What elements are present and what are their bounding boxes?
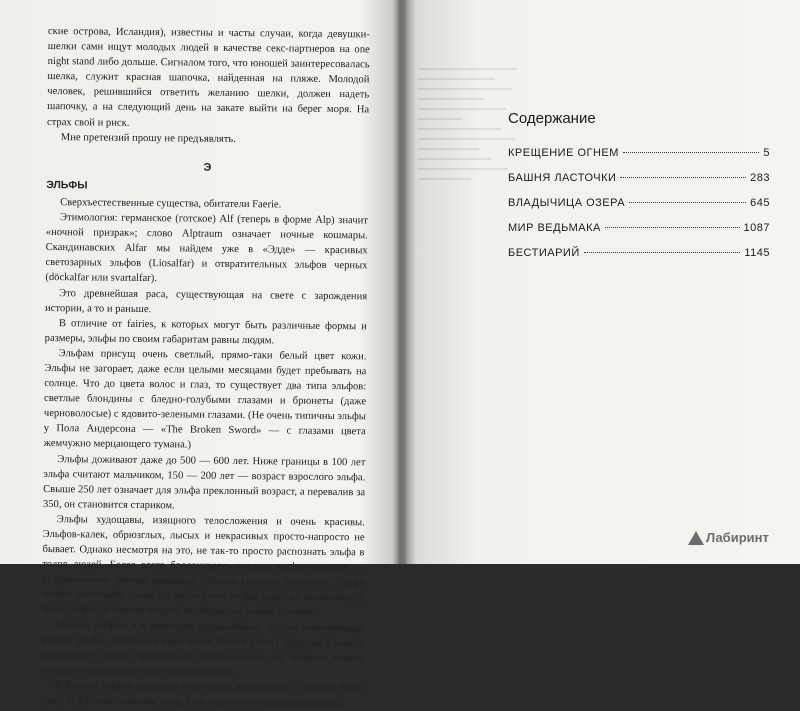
toc-entry-title: БЕСТИАРИЙ (508, 247, 580, 259)
paragraph: Этимология: германское (готское) Alf (теперь в форме Alp) значит «ночной призрак»; слово Alptraum означает ночные кошмары. Скандинавских Alfar мы найдем уже в «Эдде» — красивых светозарных эльфов (Liosalfar) и отвратительных эльфов черных (döckalfar или svartalfar). (45, 212, 369, 285)
toc-leader-dots (629, 202, 746, 203)
paragraph: В Валлии эльфов называют tylwyth teg, в Ирландии — Daoine Sidhe (ши). В фэнтези названия эльф, fairy и ши часто взаимозаменяемы. (40, 680, 364, 710)
toc-entry-title: БАШНЯ ЛАСТОЧКИ (508, 172, 617, 184)
paragraph: Эльфы доживают даже до 500 — 600 лет. Ниже границы в 100 лет эльфа считают мальчиком, 150 — 200 лет — возраст взрослого эльфа. Свыше 250 лет означает для эльфа преклонный возраст, а перевалив за 350, он становится стариком. (42, 453, 366, 512)
labirint-watermark (688, 530, 769, 545)
toc-leader-dots (584, 252, 741, 253)
toc-entry-page: 1087 (743, 222, 770, 234)
toc-entry-title: ВЛАДЫЧИЦА ОЗЕРА (508, 197, 626, 209)
paragraph: Это древнейшая раса, существующая на свете с зарождения истории, а то и раньше. (44, 287, 368, 315)
toc-entry-page: 5 (763, 147, 770, 159)
paragraph: Сверхъестественные существа, обитатели Faerie. (60, 197, 282, 211)
toc-entry (508, 222, 770, 234)
toc-title: Содержание (508, 110, 596, 127)
paragraph: ские острова, Исландия), известны и часты случаи, когда девушки-шелки сами ищут молодых людей в качестве секс-партнеров на one night stand либо дольше. Сигналом того, что юношей заинтересовалась шелка, служит красная шапочка, найденная на пляже. Молодой человек, решившийся ответить желанию шелки, должен надеть шапочку, а на следующий день на закате выйти на берег моря. На страх свой и риск. (46, 25, 370, 129)
watermark-text: Лабиринт (706, 530, 769, 545)
section-letter: Э (203, 161, 212, 174)
book-binding (392, 0, 408, 564)
toc-entry-title: МИР ВЕДЬМАКА (508, 222, 601, 234)
toc-entry-page: 645 (750, 197, 770, 209)
paragraph: Эльфы худощавы, изящного телосложения и очень красивы. Эльфов-калек, обрюзглых, лысых и некрасивых просто-напросто не бывает. Однако несмотря на это, не так-то просто распознать эльфа в толпе людей. Более всего бросающееся в глаза эльфье отличие — остроконечные ушные раковины, обычно скрытые волосами. Эльфа можно распознать также по зубам (хоть эльфы редко их показывают). Ведь эльфы, не будучи плодом эволюции, не имеют клыков. (41, 514, 365, 619)
paragraph: В отличие от fairies, к которых могут быть различные формы и размеры, эльфы по своим габаритам равны людям. (44, 317, 367, 347)
left-page (41, 24, 370, 711)
paragraph: Эльфам присущ очень светлый, прямо-таки белый цвет кожи. Эльфы не загорает, даже если целыми месяцами будет пребывать на солнце. Что до цвета волос и глаз, то существует два типа эльфов: светлые блондины с бледно-голубыми глазами и брюнеты (даже черноволосые) с ядовито-зелеными глазами. (Не очень типичны эльфы у Пола Андерсона — «The Broken Sword» — с глазами цвета жемчужно мерцающего тумана.) (43, 348, 367, 451)
toc-leader-dots (620, 177, 746, 178)
toc-entry (508, 247, 770, 259)
toc-leader-dots (623, 152, 759, 153)
toc-leader-dots (605, 227, 740, 228)
right-page (508, 110, 770, 272)
paragraph: Мне претензий прошу не предъявлять. (60, 131, 236, 145)
toc-entry (508, 147, 770, 159)
toc-entry (508, 172, 770, 184)
entry-heading: ЭЛЬФЫ (46, 178, 88, 192)
toc-entry-page: 283 (750, 172, 770, 184)
toc-entry-page: 1145 (744, 247, 770, 259)
labirint-logo-icon (688, 531, 704, 545)
paragraph: Милые, добрые и в принципе дружелюбные, охотно оказывающие услуги эльфы, собраны в круг Seelie (Seelie Court). Круг же Unseelie объединяет эльфов, решительно непризненных, от которых можно ожидать только пакостей и неприятностей. (41, 619, 364, 678)
toc-entry (508, 197, 770, 209)
toc-entry-title: КРЕЩЕНИЕ ОГНЕМ (508, 147, 619, 159)
